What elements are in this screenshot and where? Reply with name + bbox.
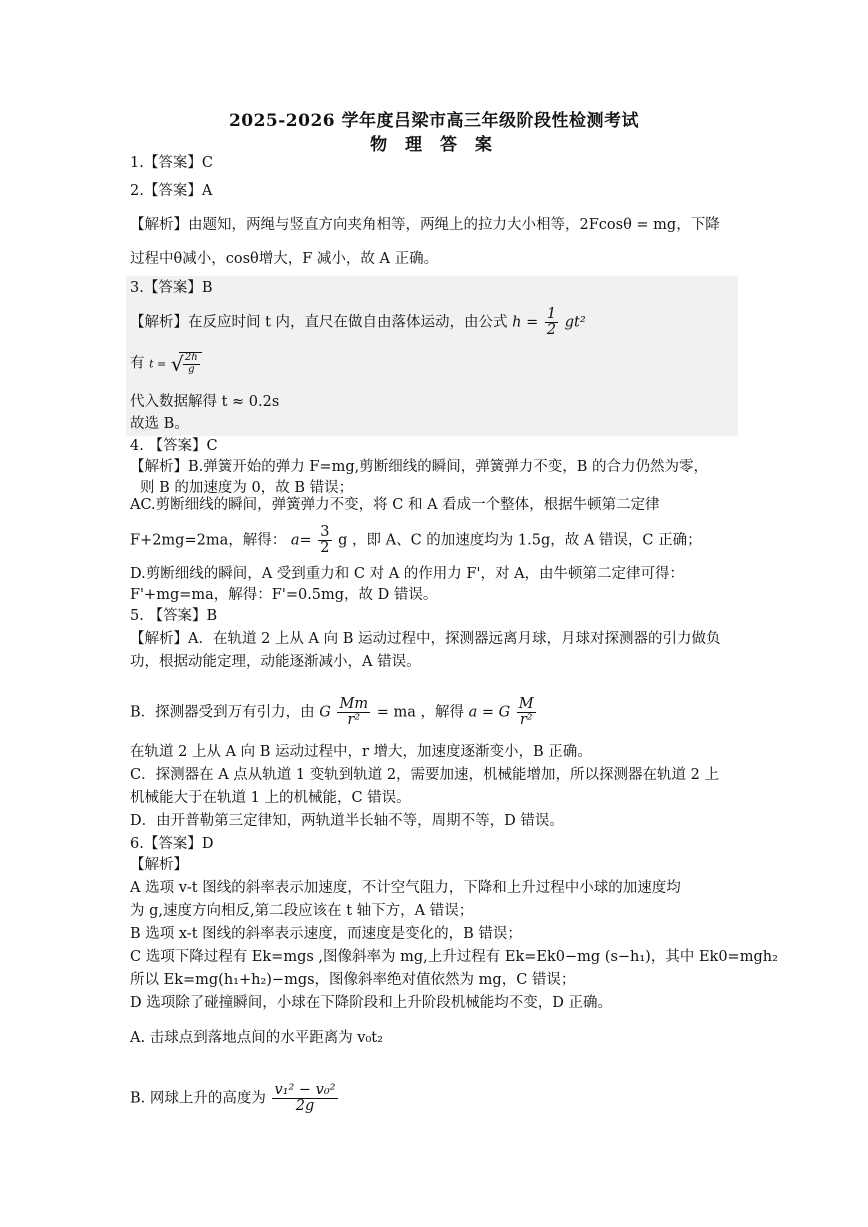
q4-fraction [318,525,331,556]
q4-exp-text: g ，即 A、C 的加速度均为 1.5g，故 A 错误，C 正确； [338,532,702,549]
q5-explanation-line: 【解析】A．在轨道 2 上从 A 向 B 运动过程中，探测器远离月球，月球对探测器的引力做负 [130,631,721,647]
q5-explanation-line: 在轨道 2 上从 A 向 B 运动过程中，r 增大，加速度逐渐变小，B 正确。 [130,744,592,760]
page-subtitle: 物 理 答 案 [370,135,498,155]
q5-explanation-line: D．由开普勒第三定律知，两轨道半长轴不等，周期不等，D 错误。 [130,813,564,829]
q4-fraction-num: 3 [320,524,330,540]
q5-exp-text: = ma ，解得 [376,704,464,721]
q3-exp-text: 有 [130,355,145,372]
q6-explanation-line: 为 g,速度方向相反,第二段应该在 t 轴下方，A 错误； [130,903,474,919]
q5-exp-text: B．探测器受到万有引力，由 [130,704,315,721]
q6-explanation-line: A 选项 v-t 图线的斜率表示加速度，不计空气阻力，下降和上升过程中小球的加速度均 [130,880,681,896]
q7-option-a: A. 击球点到落地点间的水平距离为 v₀t₂ [130,1030,383,1046]
q3-explanation-line: 代入数据解得 t ≈ 0.2s [130,394,280,410]
q5-explanation-line: 功，根据动能定理，动能逐渐减小，A 错误。 [130,654,421,670]
q4-explanation-line: D.剪断细线的瞬间，A 受到重力和 C 对 A 的作用力 F'，对 A，由牛顿第二定律可得： [130,566,685,582]
q4-answer: 4. 【答案】C [130,438,218,454]
q6-answer: 6.【答案】D [130,836,214,852]
q5-fraction-num: M [518,696,534,712]
q4-explanation-line: F'+mg=ma，解得：F'=0.5mg，故 D 错误。 [130,587,438,603]
q6-explanation-line: 【解析】 [130,857,188,873]
q3-formula-lhs: h = [512,314,539,331]
q7-fraction-den: 2g [295,1098,315,1115]
q4-exp-text: F+2mg=2ma，解得： [130,532,287,549]
q7-option-b-text: B. 网球上升的高度为 [130,1090,266,1107]
q4-explanation-line: AC.剪断细线的瞬间，弹簧弹力不变，将 C 和 A 看成一个整体，根据牛顿第二定律 [130,497,660,513]
q5-fraction-den: r² [519,712,533,729]
sqrt-symbol-icon: √ [170,352,184,376]
q6-explanation-line: 所以 Ek=mg(h₁+h₂)−mgs，图像斜率绝对值依然为 mg，C 错误； [130,972,576,988]
q3-explanation-line: 故选 B。 [130,416,189,432]
q6-explanation-line: B 选项 x-t 图线的斜率表示速度，而速度是变化的，B 错误； [130,926,522,942]
q5-fraction [517,697,536,728]
q7-fraction-num: v₁² − v₀² [274,1082,336,1098]
q3-fraction-num: 1 [546,306,557,322]
q5-formula-g: G [319,704,331,721]
q5-formula-lhs: a = G [468,704,511,721]
q3-sqrt [171,352,202,375]
q3-explanation-line [130,307,586,338]
q3-highlight-block [126,276,738,436]
q3-answer: 3.【答案】B [130,280,213,296]
q4-formula-lhs: a= [290,532,312,549]
q4-explanation-line: 【解析】B.弹簧开始的弹力 F=mg,剪断细线的瞬间，弹簧弹力不变，B 的合力仍然为零， [130,459,708,475]
q5-fraction-den: r² [347,712,361,729]
q5-explanation-line [130,697,538,728]
q6-explanation-line: C 选项下降过程有 Ek=mgs ,图像斜率为 mg,上升过程有 Ek=Ek0−mg (s−h₁)，其中 Ek0=mgh₂ [130,949,778,965]
q2-explanation-line: 【解析】由题知，两绳与竖直方向夹角相等，两绳上的拉力大小相等，2Fcosθ = mg，下降 [130,217,720,233]
q7-option-b [130,1083,340,1114]
q3-sqrt-num: 2h [184,352,198,363]
q4-fraction-den: 2 [320,540,330,557]
q3-sqrt-den: g [188,363,195,375]
q4-explanation-line [130,525,702,556]
q5-fraction-num: Mm [339,696,369,712]
page-title: 2025-2026 学年度吕梁市高三年级阶段性检测考试 [228,111,640,131]
q3-exp-text: 【解析】在反应时间 t 内，直尺在做自由落体运动，由公式 [130,314,508,331]
q5-explanation-line: C．探测器在 A 点从轨道 1 变轨到轨道 2，需要加速，机械能增加，所以探测器在轨道 2 上 [130,767,720,783]
q5-fraction [337,697,370,728]
q7-fraction [272,1083,337,1114]
q3-fraction-den: 2 [546,322,557,339]
q3-sqrt-lhs: t = [149,357,167,371]
q4-explanation-line: 则 B 的加速度为 0，故 B 错误； [140,480,354,496]
q5-explanation-line: 机械能大于在轨道 1 上的机械能，C 错误。 [130,790,411,806]
q6-explanation-line: D 选项除了碰撞瞬间，小球在下降阶段和上升阶段机械能均不变，D 正确。 [130,995,612,1011]
q3-explanation-line [130,352,202,375]
q3-fraction [545,307,558,338]
q1-answer: 1.【答案】C [130,155,213,171]
q5-answer: 5. 【答案】B [130,608,218,624]
q3-formula-rhs: gt² [564,314,586,331]
q2-answer: 2.【答案】A [130,183,213,199]
q2-explanation-line: 过程中θ减小，cosθ增大，F 减小，故 A 正确。 [130,251,439,267]
